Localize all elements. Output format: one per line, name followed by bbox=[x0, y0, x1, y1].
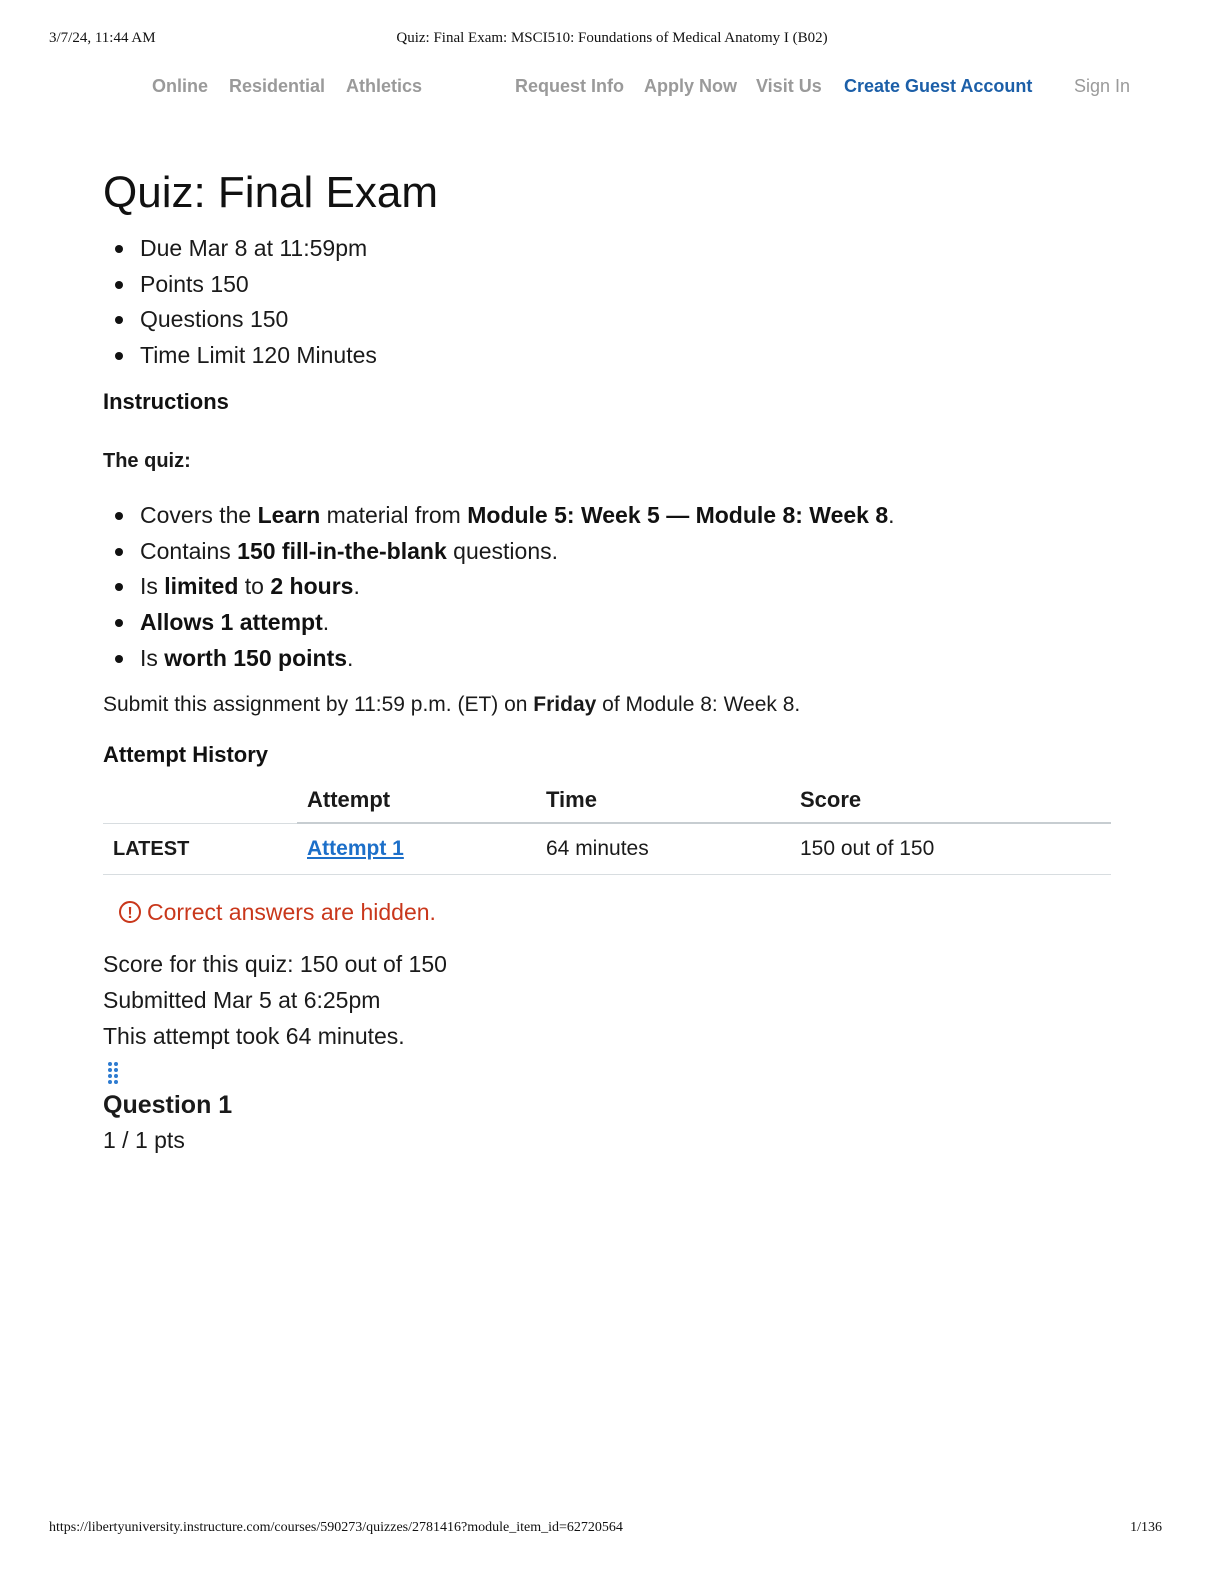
meta-points: Points 150 bbox=[103, 267, 1113, 303]
instructions-heading: Instructions bbox=[103, 388, 229, 414]
score-summary bbox=[103, 947, 1113, 1054]
quiz-meta-list bbox=[103, 231, 1113, 374]
instruction-item: Is limited to 2 hours. bbox=[103, 569, 1113, 605]
meta-due: Due Mar 8 at 11:59pm bbox=[103, 231, 1113, 267]
correct-answers-hidden-notice bbox=[119, 897, 1113, 927]
nav-link-residential[interactable]: Residential bbox=[229, 76, 326, 96]
time-cell: 64 minutes bbox=[546, 823, 800, 875]
sign-in-link[interactable]: Sign In bbox=[1074, 76, 1131, 96]
print-page-number: 1/136 bbox=[1130, 1520, 1162, 1535]
column-header-score: Score bbox=[800, 778, 1111, 823]
quiz-score-line: Score for this quiz: 150 out of 150 bbox=[103, 951, 447, 978]
meta-time-limit: Time Limit 120 Minutes bbox=[103, 338, 1113, 374]
nav-link-request-info[interactable]: Request Info bbox=[515, 76, 625, 96]
submitted-line: Submitted Mar 5 at 6:25pm bbox=[103, 987, 381, 1014]
submit-deadline-note: Submit this assignment by 11:59 p.m. (ET) on Friday of Module 8: Week 8. bbox=[103, 693, 801, 717]
nav-link-athletics[interactable]: Athletics bbox=[346, 76, 423, 96]
nav-link-online[interactable]: Online bbox=[152, 76, 209, 96]
score-cell: 150 out of 150 bbox=[800, 823, 1111, 875]
quiz-content bbox=[103, 165, 1113, 1158]
attempt-history-heading: Attempt History bbox=[103, 742, 269, 768]
table-header-row bbox=[103, 778, 1111, 823]
question-title: Question 1 bbox=[103, 1091, 233, 1120]
create-guest-account-link[interactable]: Create Guest Account bbox=[844, 76, 1033, 96]
attempt-cell bbox=[307, 823, 546, 875]
instruction-item: Allows 1 attempt. bbox=[103, 605, 1113, 641]
instruction-item: Contains 150 fill-in-the-blank questions. bbox=[103, 534, 1113, 570]
meta-questions: Questions 150 bbox=[103, 302, 1113, 338]
print-header bbox=[0, 30, 1224, 50]
nav-link-visit-us[interactable]: Visit Us bbox=[756, 76, 822, 96]
top-nav bbox=[0, 76, 1224, 102]
question-points: 1 / 1 pts bbox=[103, 1127, 185, 1154]
column-header-attempt: Attempt bbox=[307, 778, 546, 823]
instructions-list bbox=[103, 498, 1113, 677]
column-header-time: Time bbox=[546, 778, 800, 823]
attempt-history-table bbox=[103, 778, 1111, 875]
drag-handle-icon[interactable] bbox=[103, 1060, 123, 1086]
hidden-notice-text: Correct answers are hidden. bbox=[147, 899, 436, 926]
instruction-item: Is worth 150 points. bbox=[103, 641, 1113, 677]
instruction-item: Covers the Learn material from Module 5: Week 5 — Module 8: Week 8. bbox=[103, 498, 1113, 534]
print-url: https://libertyuniversity.instructure.com/courses/590273/quizzes/2781416?module_item_id=62720564 bbox=[49, 1520, 623, 1535]
print-footer bbox=[0, 1520, 1224, 1540]
table-row bbox=[103, 823, 1111, 875]
attempt-duration-line: This attempt took 64 minutes. bbox=[103, 1022, 405, 1049]
quiz-title: Quiz: Final Exam bbox=[103, 168, 438, 217]
print-datetime: 3/7/24, 11:44 AM bbox=[49, 30, 156, 46]
exclamation-circle-icon: ! bbox=[119, 901, 141, 923]
print-doc-title: Quiz: Final Exam: MSCI510: Foundations of Medical Anatomy I (B02) bbox=[396, 30, 828, 46]
instructions-lead: The quiz: bbox=[103, 449, 191, 472]
latest-label: LATEST bbox=[103, 823, 297, 875]
nav-link-apply-now[interactable]: Apply Now bbox=[644, 76, 737, 96]
column-header-blank bbox=[103, 778, 297, 823]
attempt-1-link[interactable]: Attempt 1 bbox=[307, 837, 404, 861]
